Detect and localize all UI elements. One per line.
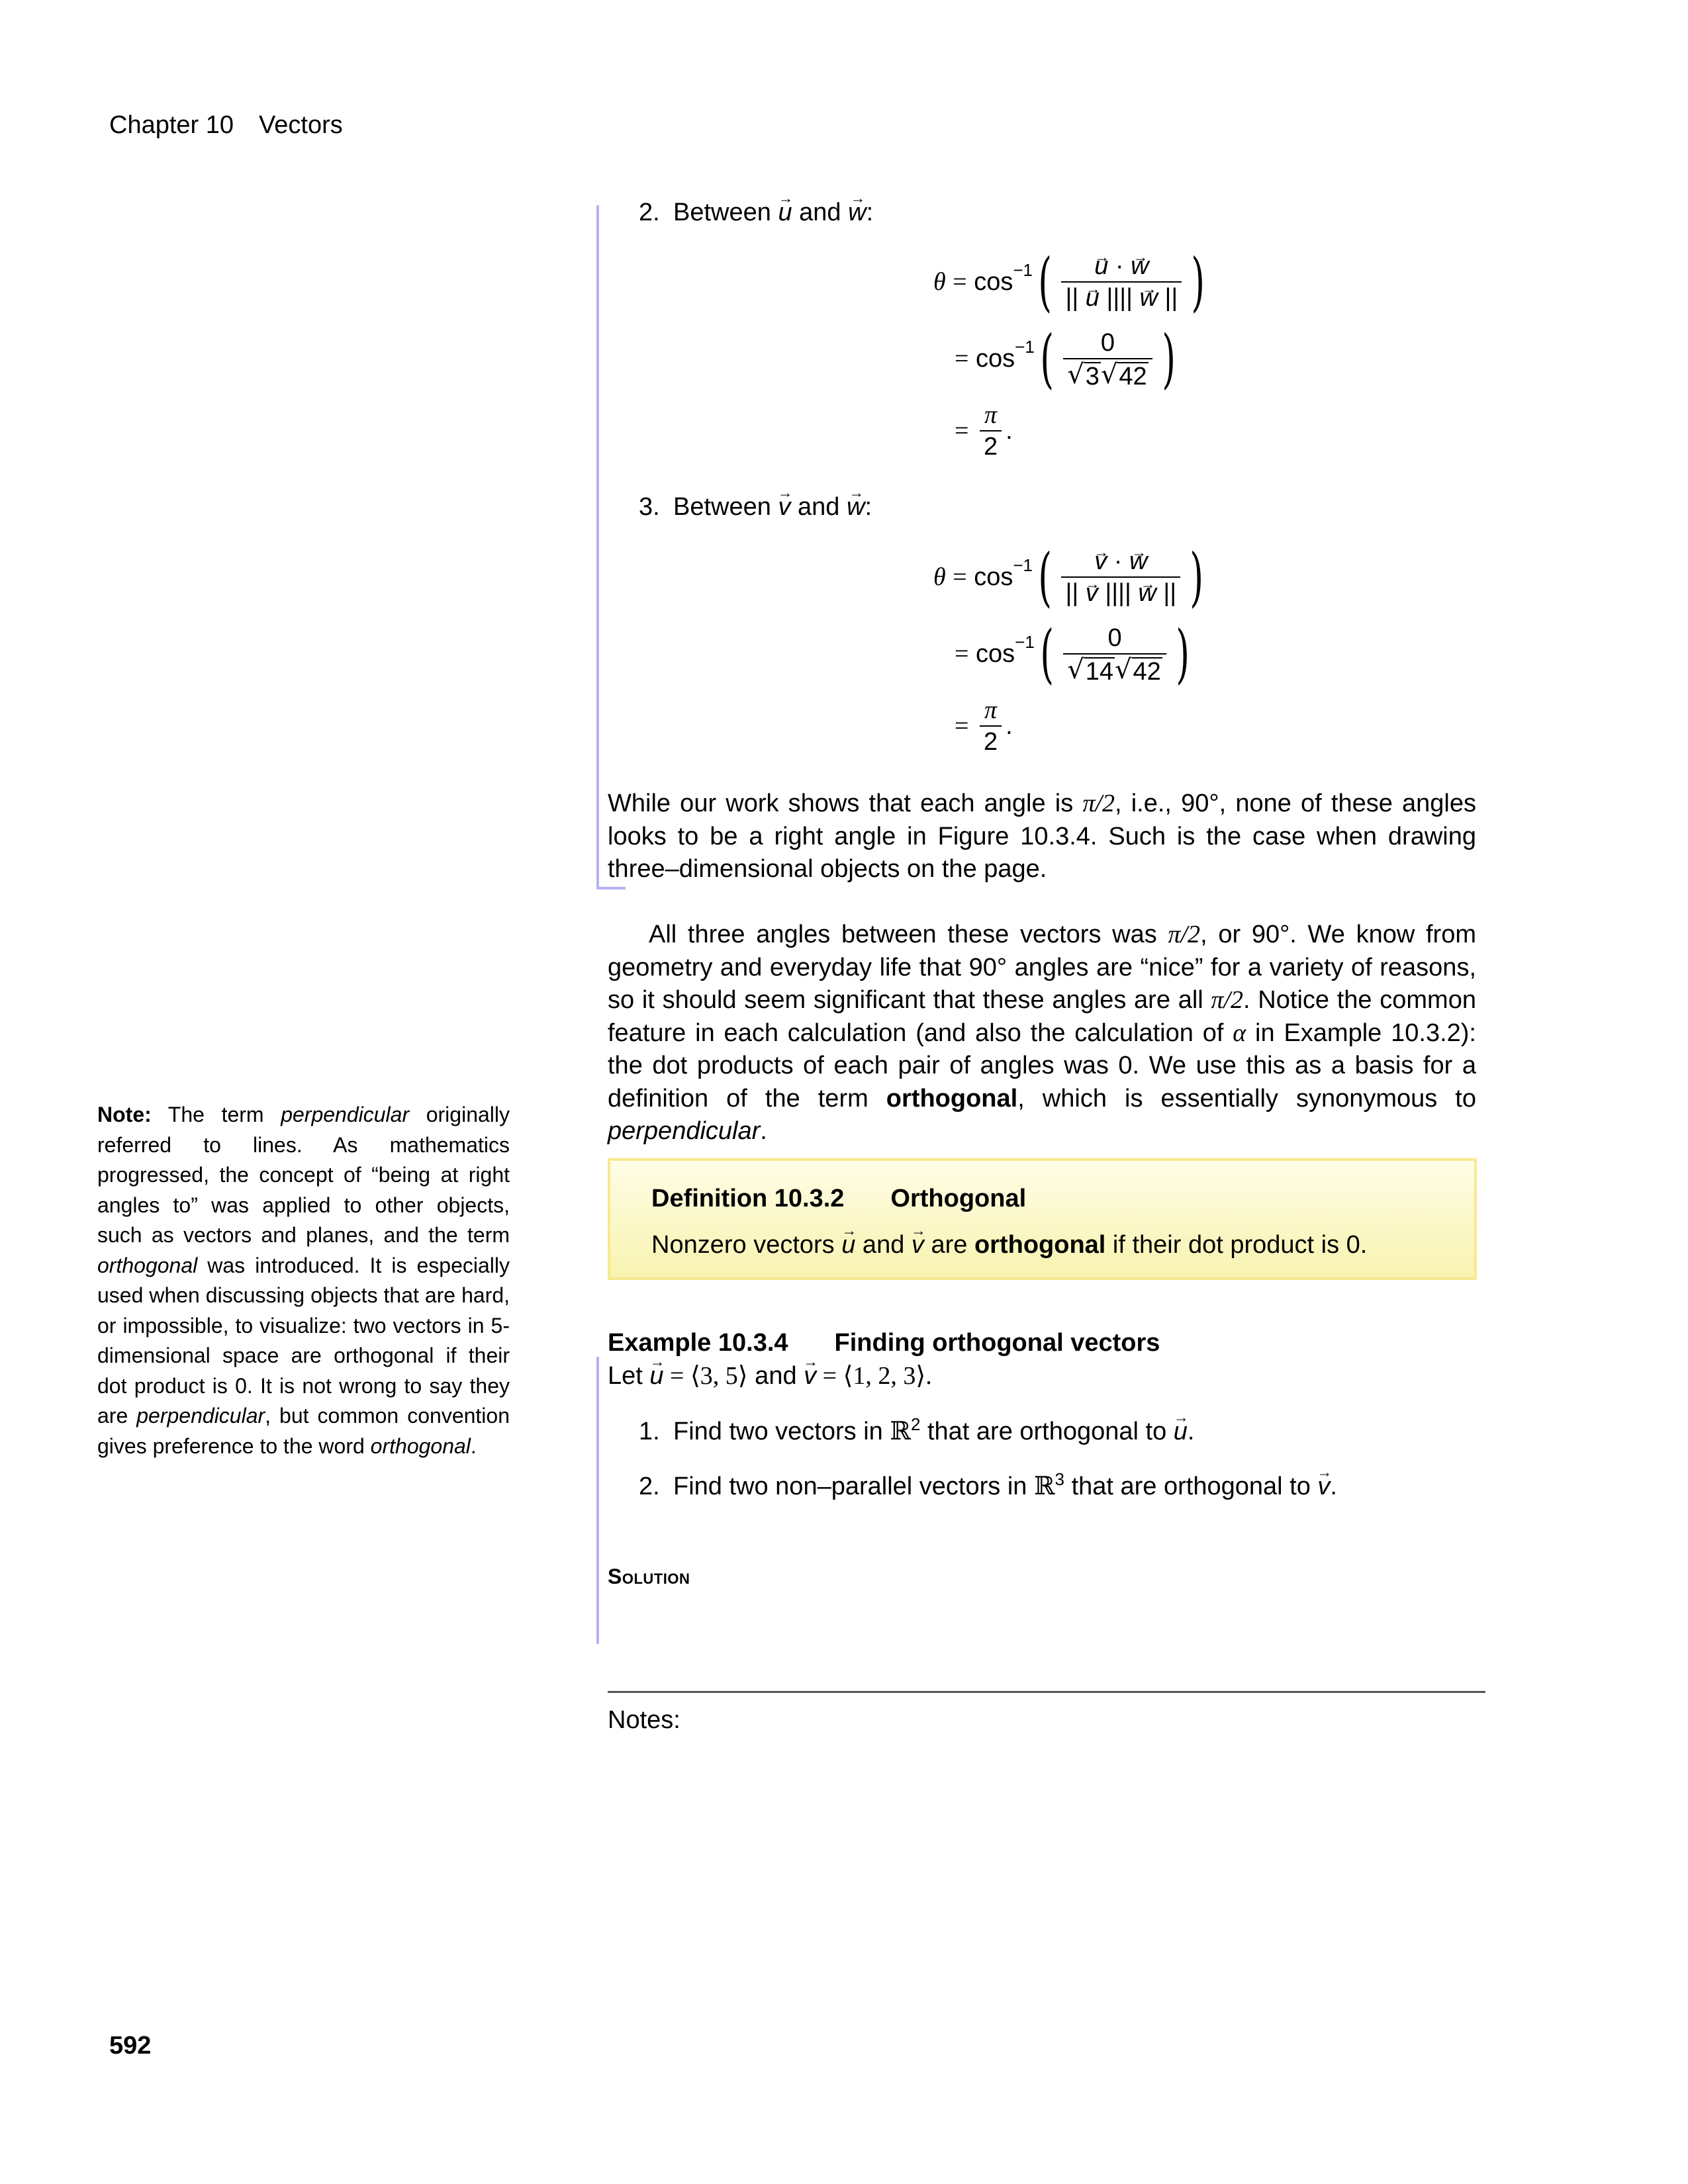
definition-text: Nonzero vectors → u and → v are orthogonal if their dot product is 0.	[651, 1231, 1367, 1259]
example-question-1: 1. Find two vectors in ℝ$^2$ that are orthogonal to → u.	[639, 1416, 1194, 1446]
example-title: Example 10.3.4 Finding orthogonal vectors	[608, 1329, 1160, 1357]
chapter-title: Vectors	[259, 111, 343, 139]
paragraph-orthogonal-intro: All three angles between these vectors was π/2, or 90°. We know from geometry and everyday life that 90° angles are “nice” for a variety of reasons, so it should seem significant that these angles are all π/2. Notice the common feature in each calculation (and also the calculation of α in Example 10.3.2): the dot products of each pair of angles was 0. We use this as a basis for a definition of the term orthogonal, which is essentially synonymous to perpendicular.	[608, 921, 1476, 1145]
paragraph-right-angles-drawing: While our work shows that each angle is π/2, i.e., 90°, none of these angles looks to be a right angle in Figure 10.3.4. Such is the case when drawing three–dimensional objects on the page.	[608, 790, 1476, 883]
list-item-3: 3. Between → v and → w:	[639, 493, 872, 522]
solution-heading: Solution	[608, 1565, 690, 1588]
running-header	[109, 111, 343, 140]
example-margin-bar	[596, 205, 599, 889]
vector-u: → u	[778, 199, 792, 227]
definition-title: Definition 10.3.2 Orthogonal	[651, 1185, 1027, 1212]
example-statement: Let → u = ⟨3, 5⟩ and → v = ⟨1, 2, 3⟩.	[608, 1361, 932, 1390]
vector-w: → w	[847, 493, 865, 522]
vector-v: → v	[778, 493, 790, 522]
notes-label: Notes:	[608, 1706, 680, 1734]
definition-box	[608, 1158, 1477, 1280]
page-number: 592	[109, 2032, 152, 2060]
vector-w: → w	[848, 199, 866, 227]
example-margin-bar-end	[596, 887, 626, 889]
example-question-2: 2. Find two non–parallel vectors in ℝ$^3$ that are orthogonal to → v.	[639, 1471, 1337, 1501]
example-margin-bar-2	[596, 1357, 599, 1644]
list-item-2: 2. Between → u and → w:	[639, 199, 873, 227]
margin-note: Note: The term perpendicular originally referred to lines. As mathematics progressed, the concept of “being at right angles to” was applied to other objects, such as vectors and planes, and the term orthogonal was introduced. It is especially used when discussing objects that are hard, or impossible, to visualize: two vectors in 5-dimensional space are orthogonal if their dot product is 0. It is not wrong to say they are perpendicular, but common convention gives preference to the word orthogonal.	[97, 1103, 510, 1458]
notes-divider	[608, 1691, 1485, 1693]
chapter-number: Chapter 10	[109, 111, 234, 139]
